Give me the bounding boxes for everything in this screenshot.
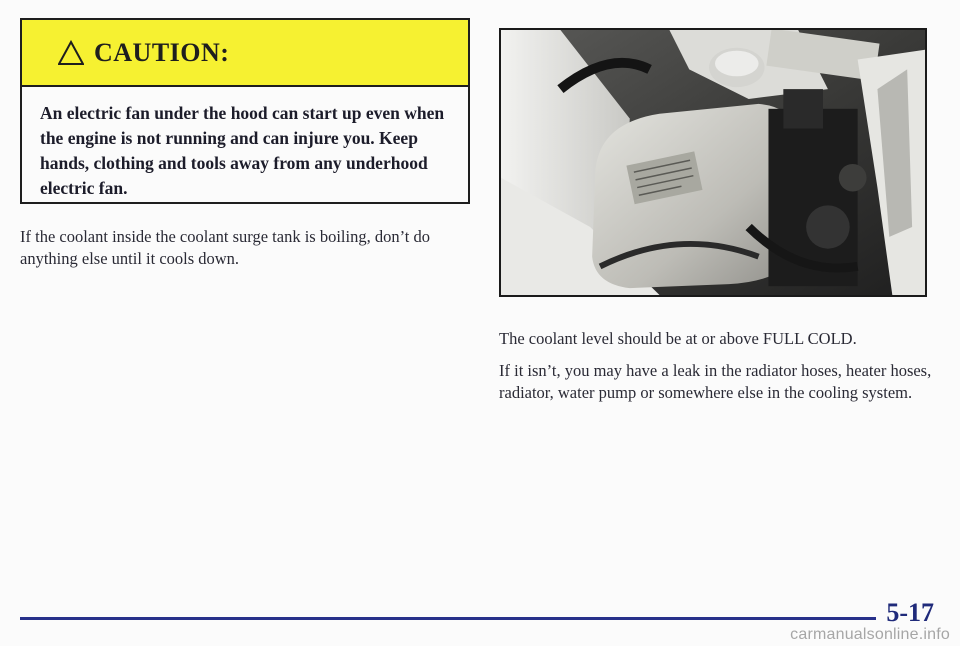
footer-rule bbox=[20, 617, 876, 620]
page-number: 5-17 bbox=[886, 598, 934, 627]
watermark-text: carmanualsonline.info bbox=[790, 626, 950, 643]
coolant-level-paragraph: The coolant level should be at or above FULL COLD. bbox=[499, 329, 857, 348]
coolant-level-text bbox=[499, 328, 939, 414]
coolant-surge-tank-photo bbox=[499, 28, 927, 297]
caution-box bbox=[20, 18, 470, 204]
caution-text: An electric fan under the hood can start up even when the engine is not running and can injure you. Keep hands, clothing and tools away from any underhood electric fan. bbox=[40, 103, 445, 198]
warning-triangle-icon bbox=[58, 40, 84, 66]
boiling-coolant-paragraph: If the coolant inside the coolant surge tank is boiling, don’t do anything else until it cools down. bbox=[20, 227, 430, 268]
caution-title: CAUTION: bbox=[94, 37, 230, 67]
coolant-leak-paragraph: If it isn’t, you may have a leak in the radiator hoses, heater hoses, radiator, water pump or somewhere else in the cooling system. bbox=[499, 361, 932, 402]
caution-header bbox=[22, 20, 468, 87]
